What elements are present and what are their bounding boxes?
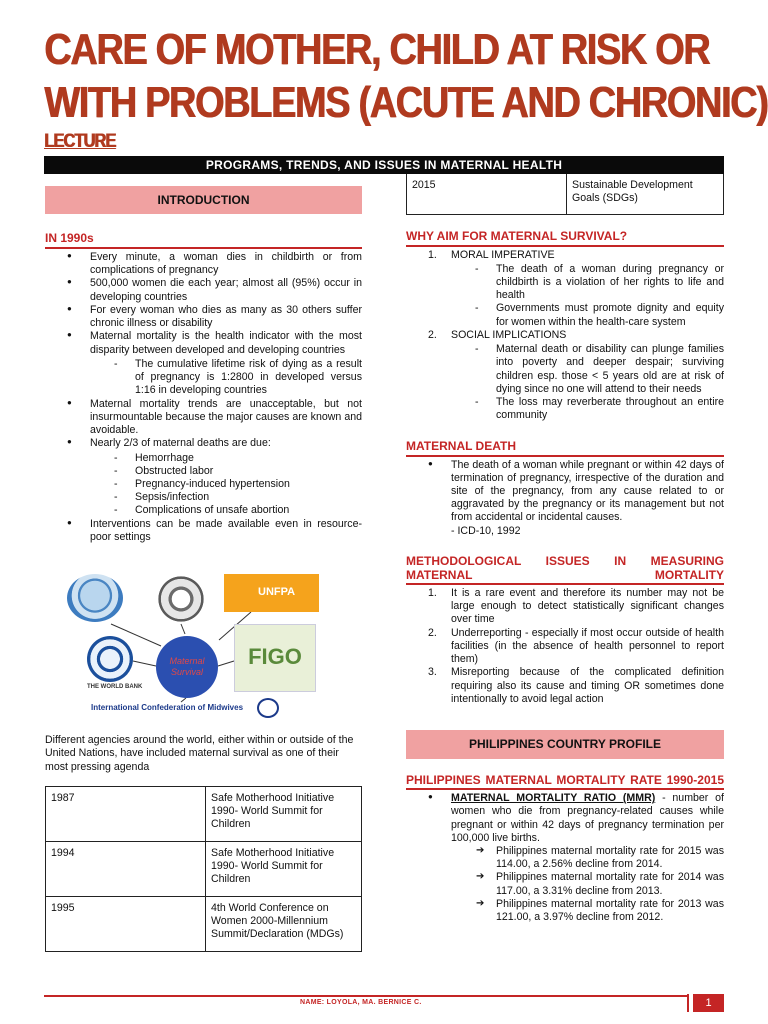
- philippines-profile-box: PHILIPPINES COUNTRY PROFILE: [406, 730, 724, 759]
- mmr-definition: - number of women who die from pregnancy-related causes while pregnant or within 42 days of pregnancy termination per 100,000 live births.: [451, 792, 724, 844]
- list-item-text: Misreporting because of the complicated definition requiring also its cause and timing OR sometimes done intentionally to avoid legal action: [451, 666, 724, 705]
- mmr-point: ➔ Philippines maternal mortality rate for 2013 was 121.00, a 3.97% decline from 2012.: [406, 898, 724, 924]
- list-item: [45, 437, 362, 517]
- table-cell-event: Safe Motherhood Initiative 1990- World Summit for Children: [206, 841, 362, 896]
- sub-list-item: - Maternal death or disability can plunge families into poverty and deeper despair; surviving children esp. those < 5 years old are at risk of dying since no one will attend to their needs: [451, 343, 724, 396]
- figo-logo: FIGO: [234, 624, 316, 692]
- list-item: ● Maternal mortality trends are unacceptable, but not insurmountable because the major causes are known and avoidable.: [45, 398, 362, 438]
- list-item: [406, 459, 724, 538]
- world-bank-logo: [87, 636, 133, 682]
- agencies-figure: [61, 566, 323, 726]
- list-number: 2.: [428, 328, 437, 341]
- table-cell-year: 1987: [46, 786, 206, 841]
- list-item-label: SOCIAL IMPLICATIONS: [451, 328, 567, 341]
- mmr-point: ➔ Philippines maternal mortality rate for 2014 was 117.00, a 3.31% decline from 2013.: [406, 871, 724, 897]
- list-item-text: Nearly 2/3 of maternal deaths are due:: [90, 437, 271, 450]
- center-label-2: Survival: [170, 667, 203, 678]
- doc-subtitle-lecture: LECTURE: [44, 131, 116, 152]
- list-item: [45, 330, 362, 397]
- philippines-mmr-heading: PHILIPPINES MATERNAL MORTALITY RATE 1990-2015: [406, 773, 724, 790]
- sub-list-item: - Governments must promote dignity and equity for women within the health-care system: [451, 302, 724, 328]
- table-cell-event: 4th World Conference on Women 2000-Millennium Summit/Declaration (MDGs): [206, 896, 362, 951]
- table-row: [46, 786, 362, 841]
- mmr-term: MATERNAL MORTALITY RATIO (MMR): [451, 792, 656, 805]
- right-column: [406, 174, 724, 924]
- doc-title-line-1: CARE OF MOTHER, CHILD AT RISK OR: [44, 25, 710, 74]
- maternal-death-heading: MATERNAL DEATH: [406, 439, 724, 457]
- table-cell-year: 1995: [46, 896, 206, 951]
- agenda-table-continued: [406, 174, 724, 215]
- definition-text: The death of a woman while pregnant or within 42 days of termination of pregnancy, irrespective of the duration and site of the pregnancy, from any cause related to or aggravated by the pregnancy or its management but not from accidental or incidental causes.: [451, 458, 724, 524]
- center-label-1: Maternal: [169, 656, 205, 667]
- cause-item: - Complications of unsafe abortion: [90, 504, 362, 517]
- list-item-text: It is a rare event and therefore its number may not be large enough to detect statistically significant changes over time: [451, 586, 724, 626]
- sub-list-item: - The loss may reverberate throughout an entire community: [451, 396, 724, 422]
- agenda-table: [45, 786, 362, 952]
- methodological-list: [406, 587, 724, 706]
- list-number: 1.: [428, 248, 437, 261]
- table-cell-year: 1994: [46, 841, 206, 896]
- intro-bullets: [45, 251, 362, 544]
- icm-label: International Confederation of Midwives: [91, 703, 244, 713]
- list-item: ● 500,000 women die each year; almost all (95%) occur in developing countries: [45, 277, 362, 303]
- list-item: [406, 249, 724, 329]
- cause-item: - Pregnancy-induced hypertension: [90, 478, 362, 491]
- list-item: ● Interventions can be made available even in resource-poor settings: [45, 518, 362, 544]
- mmr-point: ➔ Philippines maternal mortality rate for 2015 was 114.00, a 2.56% decline from 2014.: [406, 845, 724, 871]
- page-number: 1: [689, 994, 724, 1012]
- mmr-list: [406, 792, 724, 924]
- footer-rule: [44, 995, 724, 997]
- table-row: [407, 174, 724, 214]
- unfpa-logo: UNFPA: [224, 574, 319, 612]
- list-item: [406, 792, 724, 924]
- list-item: [406, 329, 724, 423]
- list-item: 3. Misreporting because of the complicated definition requiring also its cause and timing OR sometimes done intentionally to avoid legal action: [428, 666, 724, 705]
- sub-list-item: - The cumulative lifetime risk of dying as a result of pregnancy is 1:2800 in developed versus 1:16 in developing countries: [90, 358, 362, 398]
- section-banner: PROGRAMS, TRENDS, AND ISSUES IN MATERNAL HEALTH: [44, 156, 724, 174]
- list-item: ● For every woman who dies as many as 30 others suffer chronic illness or disability: [45, 304, 362, 330]
- why-heading: WHY AIM FOR MATERNAL SURVIVAL?: [406, 229, 724, 247]
- list-item: 2. Underreporting - especially if most occur outside of health facilities (in the absence of health personnel to report them): [428, 626, 724, 666]
- left-column: [45, 186, 362, 952]
- sub-list-item: - The death of a woman during pregnancy or childbirth is a violation of her rights to life and health: [451, 263, 724, 303]
- maternal-survival-center: [156, 636, 218, 698]
- table-cell-event: Sustainable Development Goals (SDGs): [567, 174, 724, 214]
- agencies-paragraph: Different agencies around the world, either within or outside of the United Nations, have included maternal survival as one of their most pressing agenda: [45, 734, 354, 773]
- world-bank-label: THE WORLD BANK: [87, 684, 143, 691]
- list-item-text: Maternal mortality is the health indicator with the most disparity between developed and developing countries: [90, 330, 362, 356]
- doc-title-line-2: WITH PROBLEMS (ACUTE AND CHRONIC): [44, 78, 768, 127]
- list-item-text: Underreporting - especially if most occur outside of health facilities (in the absence of health personnel to report them): [451, 626, 724, 666]
- table-cell-year: 2015: [407, 174, 567, 214]
- footer-author: NAME: LOYOLA, MA. BERNICE C.: [300, 999, 422, 1006]
- introduction-box: INTRODUCTION: [45, 186, 362, 214]
- unicef-logo: [153, 576, 209, 622]
- in-1990s-heading: IN 1990s: [45, 231, 362, 249]
- list-item-label: MORAL IMPERATIVE: [451, 248, 555, 261]
- methodological-heading: METHODOLOGICAL ISSUES IN MEASURING MATERNAL MORTALITY: [406, 554, 724, 585]
- why-list: [406, 249, 724, 423]
- maternal-death-list: [406, 459, 724, 538]
- cause-item: - Hemorrhage: [90, 452, 362, 465]
- definition-source: - ICD-10, 1992: [451, 524, 521, 537]
- cause-item: - Obstructed labor: [90, 465, 362, 478]
- who-logo: [67, 574, 123, 622]
- table-cell-event: Safe Motherhood Initiative 1990- World Summit for Children: [206, 786, 362, 841]
- cause-item: - Sepsis/infection: [90, 491, 362, 504]
- list-item: 1. It is a rare event and therefore its number may not be large enough to detect statistically significant changes over time: [428, 586, 724, 626]
- table-row: [46, 896, 362, 951]
- table-row: [46, 841, 362, 896]
- list-item: ● Every minute, a woman dies in childbirth or from complications of pregnancy: [45, 251, 362, 277]
